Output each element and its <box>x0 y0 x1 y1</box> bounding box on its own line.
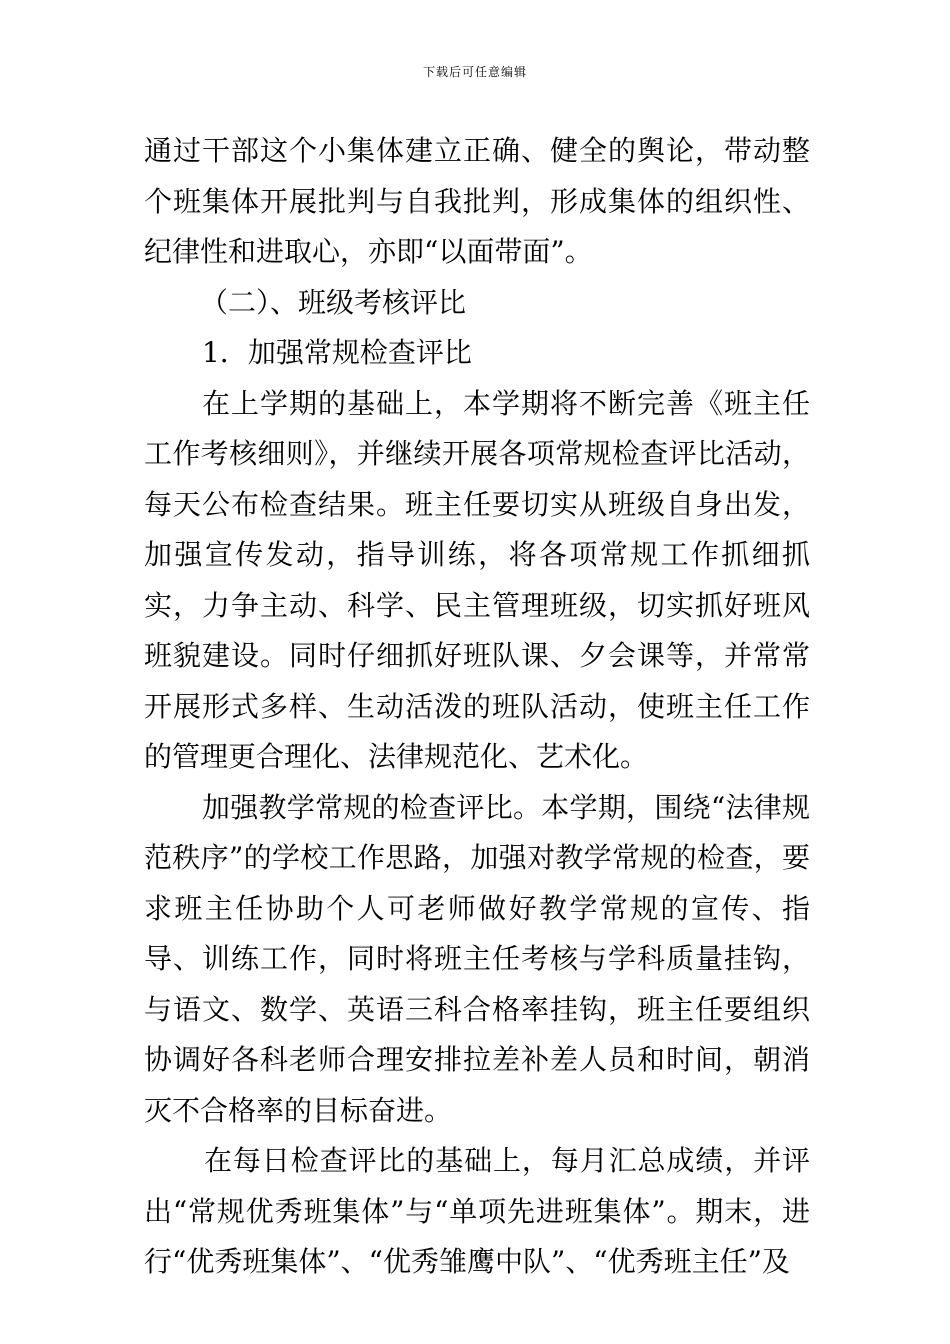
page-header-note: 下载后可任意编辑 <box>422 65 527 79</box>
section-heading: （二）、班级考核评比 <box>200 285 467 319</box>
numbered-subheading: 1．加强常规检查评比 <box>202 336 472 369</box>
paragraph-monthly-summary: 在每日检查评比的基础上，每月汇总成绩，并评出“常规优秀班集体”与“单项先进班集体”。期末，进行“优秀班集体”、“优秀雏鹰中队”、“优秀班主任”及 <box>144 1144 810 1278</box>
paragraph-teaching-inspection: 加强教学常规的检查评比。本学期，围绕“法律规范秩序”的学校工作思路，加强对教学常规的检查，要求班主任协助个人可老师做好教学常规的宣传、指导、训练工作，同时将班主任考核与学科质量挂钩，与语文、数学、英语三科合格率挂钩，班主任要组织协调好各科老师合理安排拉差补差人员和时间，朝消灭不合格率的目标奋进。 <box>144 790 810 1127</box>
document-body <box>144 126 810 1288</box>
paragraph-routine-inspection: 在上学期的基础上，本学期将不断完善《班主任工作考核细则》，并继续开展各项常规检查评比活动，每天公布检查结果。班主任要切实从班级自身出发，加强宣传发动，指导训练，将各项常规工作抓细抓实，力争主动、科学、民主管理班级，切实抓好班风班貌建设。同时仔细抓好班队课、夕会课等，并常常开展形式多样、生动活泼的班队活动，使班主任工作的管理更合理化、法律规范化、艺术化。 <box>144 386 810 773</box>
paragraph-continuation: 通过干部这个小集体建立正确、健全的舆论，带动整个班集体开展批判与自我批判，形成集体的组织性、纪律性和进取心，亦即“以面带面”。 <box>144 134 810 268</box>
